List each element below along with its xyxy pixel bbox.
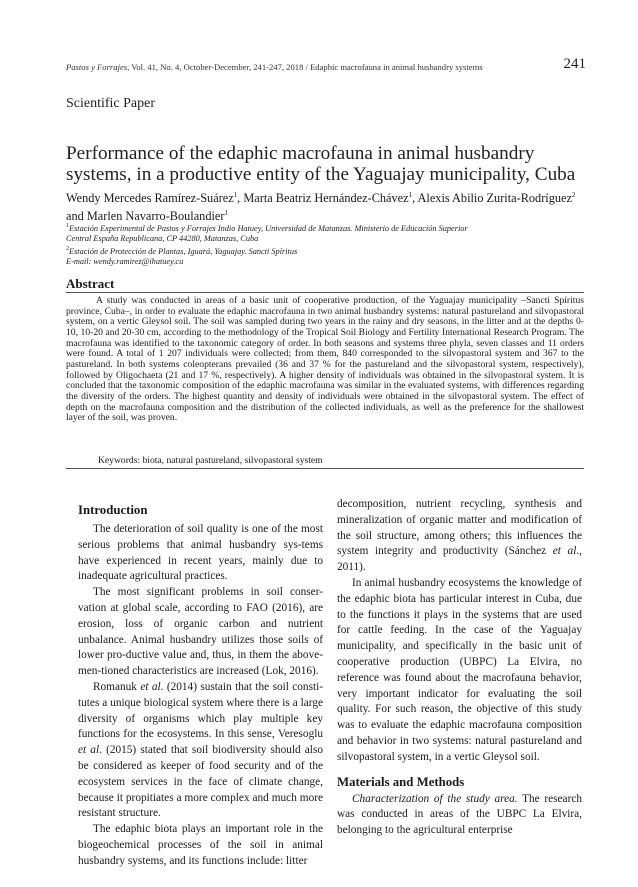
affiliation-2	[66, 244, 590, 257]
et-al: et al	[140, 680, 161, 693]
author-2: Marta Beatriz Hernández-Chávez	[243, 191, 409, 206]
intro-paragraph-1: The deterioration of soil quality is one of the most serious problems that animal husbandry sys-tems have experienced in recent years, mainly due to inadequate agricultural practices.	[78, 523, 323, 583]
affiliation-2-text: Estación de Protección de Plantas, Iguará, Yaguajay. Sancti Spíritus	[69, 247, 298, 257]
text-run: decomposition, nutrient recycling, synthesis and mineralization of organic matter and modification of the soil structure, among others; this influences the system integrity and productivity (Sánchez	[337, 498, 582, 558]
author-1: Wendy Mercedes Ramírez-Suárez	[66, 191, 234, 206]
abstract-text: A study was conducted in areas of a basic unit of cooperative production, of the Yaguajay municipality –Sancti Spíritus province, Cuba–, in order to evaluate the edaphic macrofauna in two animal husbandry systems: natural pastureland and silvopastoral system, on a vertic Gleysol soil. The soil was sampled during two years in the rainy and dry seasons, in the litter and at the depths 0-10, 10-20 and 20-30 cm, according to the methodology of the Tropical Soil Biology and Fertility International Research Program. The macrofauna was identified to the taxonomic category of order. In both seasons and systems three phyla, seven classes and 11 orders were found. A total of 1 207 individuals were collected; from them, 840 corresponded to the silvopastoral system and 367 to the pastureland. In both systems coleopterans prevailed (36 and 37 % for the pastureland and the silvopastoral system, respectively), followed by Oligochaeta (21 and 17 %, respectively). A higher density of individuals was obtained in the silvopastoral system. It is concluded that the taxonomic composition of the edaphic macrofauna was similar in the evaluated systems, with differences regarding the diversity of the orders. The highest quantity and density of individuals were obtained in the silvopastoral system. The effect of depth on the macrofauna composition and the distribution of the collected individuals, as well as the preference for the shallowest layer of the soil, was proven.	[66, 295, 584, 424]
keywords: Keywords: biota, natural pastureland, silvopastoral system	[98, 455, 323, 466]
author-1-affil: 1	[233, 191, 238, 199]
text-run: . (2015) stated that soil biodiversity should also be considered as keeper of food security and of the ecosystem services in the face of climate change, because it propitiates a more complex and much more resistant structure.	[78, 744, 323, 820]
methods-heading: Materials and Methods	[337, 774, 465, 789]
introduction-heading: Introduction	[78, 503, 148, 517]
running-header	[66, 62, 586, 72]
abstract-bottom-rule	[66, 468, 584, 469]
author-4-affil: 1	[224, 209, 228, 218]
methods-paragraph-1	[337, 792, 582, 839]
right-column	[337, 497, 582, 839]
journal-name: Pastos y Forrajes	[66, 62, 128, 72]
intro-paragraph-5: In animal husbandry ecosystems the knowledge of the edaphic biota has particular interest in Cuba, due to the functions it plays in the systems that are used for cattle feeding. In the case of the Yaguajay municipality, and specifically in the basic unit of cooperative production (UBPC) La Elvira, no reference was found about the macrofauna behavior, very important indicator for evaluating the soil quality. For such reason, the objective of this study was to evaluate the edaphic macrofauna composition and behavior in two systems: natural pastureland and silvopastoral system, in a vertic Gleysol soil.	[337, 576, 582, 763]
left-column	[78, 497, 323, 870]
contact-email: E-mail: wendy.ramirez@ihatuey.cu	[66, 257, 184, 267]
affiliation-2-mark: 2	[66, 246, 69, 253]
abstract-top-rule	[66, 292, 584, 293]
paper-title: Performance of the edaphic macrofauna in animal husbandry systems, in a productive entity of the Yaguajay municipality, Cuba	[66, 143, 576, 185]
abstract-body	[66, 296, 584, 424]
author-2-affil: 1	[408, 191, 413, 199]
section-type: Scientific Paper	[66, 96, 156, 111]
intro-paragraph-3	[78, 680, 323, 822]
author-sep: ,	[412, 191, 418, 206]
text-run: . (2014) sustain that the soil consti-tutes a unique biological system where there is a large diversity of organisms which play multiple key functions for the ecosystems. In this sense, Veresoglu	[78, 680, 324, 741]
et-al: et al	[552, 545, 577, 558]
page-number: 241	[563, 56, 586, 72]
affiliation-1-text: Estación Experimental de Pastos y Forrajes Indio Hatuey, Universidad de Matanzas. Ministerio de Educación Superior	[69, 223, 468, 233]
author-3-affil: 2	[571, 191, 576, 199]
text-run: The research was conducted in areas of the UBPC La Elvira, belonging to the agricultural enterprise	[337, 792, 582, 837]
affiliations	[66, 221, 590, 268]
abstract-heading: Abstract	[66, 276, 115, 291]
affiliation-1-mark: 1	[66, 223, 69, 229]
intro-paragraph-4-cont	[337, 497, 582, 576]
et-al: et al	[78, 744, 100, 757]
text-run: ., 2011).	[337, 545, 582, 574]
intro-paragraph-4: The edaphic biota plays an important role in the biogeochemical processes of the soil in animal husbandry systems, and its functions include: litter	[78, 823, 323, 867]
affiliation-1	[66, 221, 590, 234]
author-4: Marlen Navarro-Boulandier	[86, 209, 225, 224]
text-run: Romanuk	[93, 680, 141, 693]
run-in-heading: Characterization of the study area.	[352, 792, 518, 805]
journal-issue: , Vol. 41, No. 4, October-December, 241-247, 2018	[127, 62, 304, 72]
affiliation-1-cont: Central España Republicana, CP 44280, Matanzas, Cuba	[66, 234, 259, 244]
intro-paragraph-2: The most significant problems in soil conser-vation at global scale, according to FAO (2016), are erosion, loss of organic carbon and nutrient unbalance. Animal husbandry utilizes those soils of lower pro-ductive value and, thus, in them the above-men-tioned characteristics are increased (Lok, 2016).	[78, 586, 323, 678]
header-short-title: Edaphic macrofauna in animal husbandry systems	[310, 62, 483, 72]
author-sep: ,	[237, 191, 244, 206]
author-list	[66, 188, 590, 224]
header-separator: /	[303, 62, 311, 72]
author-3: Alexis Abilio Zurita-Rodríguez	[417, 191, 572, 206]
author-sep: and	[66, 209, 87, 224]
